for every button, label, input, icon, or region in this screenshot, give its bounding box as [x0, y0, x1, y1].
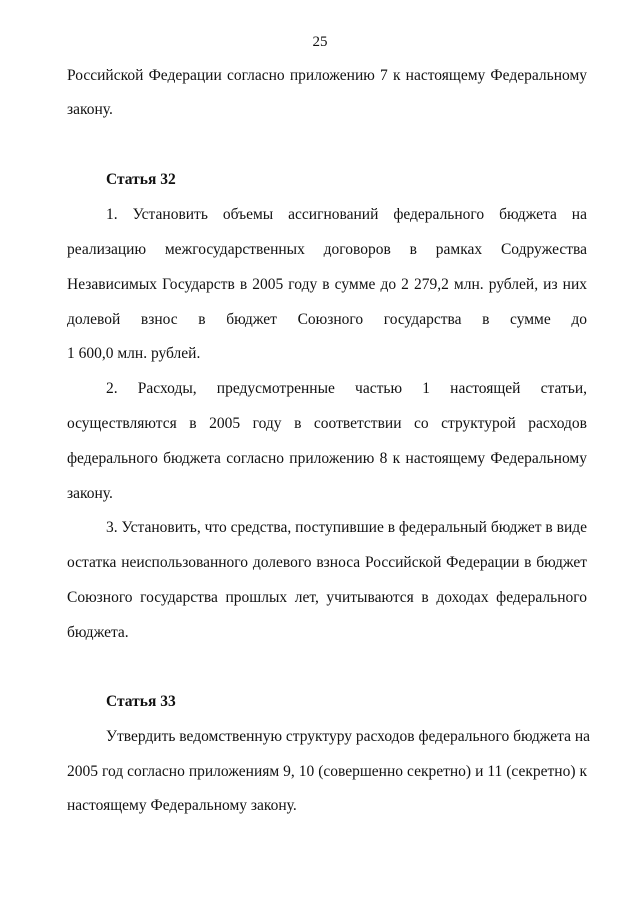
article-33-heading: Статья 33: [106, 693, 176, 710]
article-32-heading: Статья 32: [106, 171, 176, 188]
intro-line-2: закону.: [67, 101, 113, 118]
article-32-p2-line-4: закону.: [67, 485, 113, 502]
article-33-p1-line-3: настоящему Федеральному закону.: [67, 797, 297, 814]
article-32-p1-line-4: долевой взнос в бюджет Союзного государства в сумме до: [67, 311, 587, 328]
article-33-p1-line-2: 2005 год согласно приложениям 9, 10 (совершенно секретно) и 11 (секретно) к: [67, 763, 587, 780]
page-number: 25: [312, 34, 328, 50]
article-32-p1-line-5: 1 600,0 млн. рублей.: [67, 345, 201, 362]
intro-line-1: Российской Федерации согласно приложению 7 к настоящему Федеральному: [67, 67, 587, 84]
article-32-p3-line-3: Союзного государства прошлых лет, учитываются в доходах федерального: [67, 589, 587, 606]
article-32-p1-line-3: Независимых Государств в 2005 году в сумме до 2 279,2 млн. рублей, из них: [67, 276, 587, 293]
article-32-p2-line-2: осуществляются в 2005 году в соответствии со структурой расходов: [67, 415, 587, 432]
article-33-p1-line-1: Утвердить ведомственную структуру расходов федерального бюджета на: [106, 728, 590, 745]
article-32-p2-line-3: федерального бюджета согласно приложению 8 к настоящему Федеральному: [67, 450, 587, 467]
article-32-p3-line-1: 3. Установить, что средства, поступившие в федеральный бюджет в виде: [106, 519, 587, 536]
article-32-p2-line-1: 2. Расходы, предусмотренные частью 1 настоящей статьи,: [106, 380, 587, 397]
article-32-p1-line-1: 1. Установить объемы ассигнований федерального бюджета на: [106, 206, 587, 223]
article-32-p3-line-4: бюджета.: [67, 624, 129, 641]
article-32-p1-line-2: реализацию межгосударственных договоров в рамках Содружества: [67, 241, 587, 258]
article-32-p3-line-2: остатка неиспользованного долевого взноса Российской Федерации в бюджет: [67, 554, 587, 571]
